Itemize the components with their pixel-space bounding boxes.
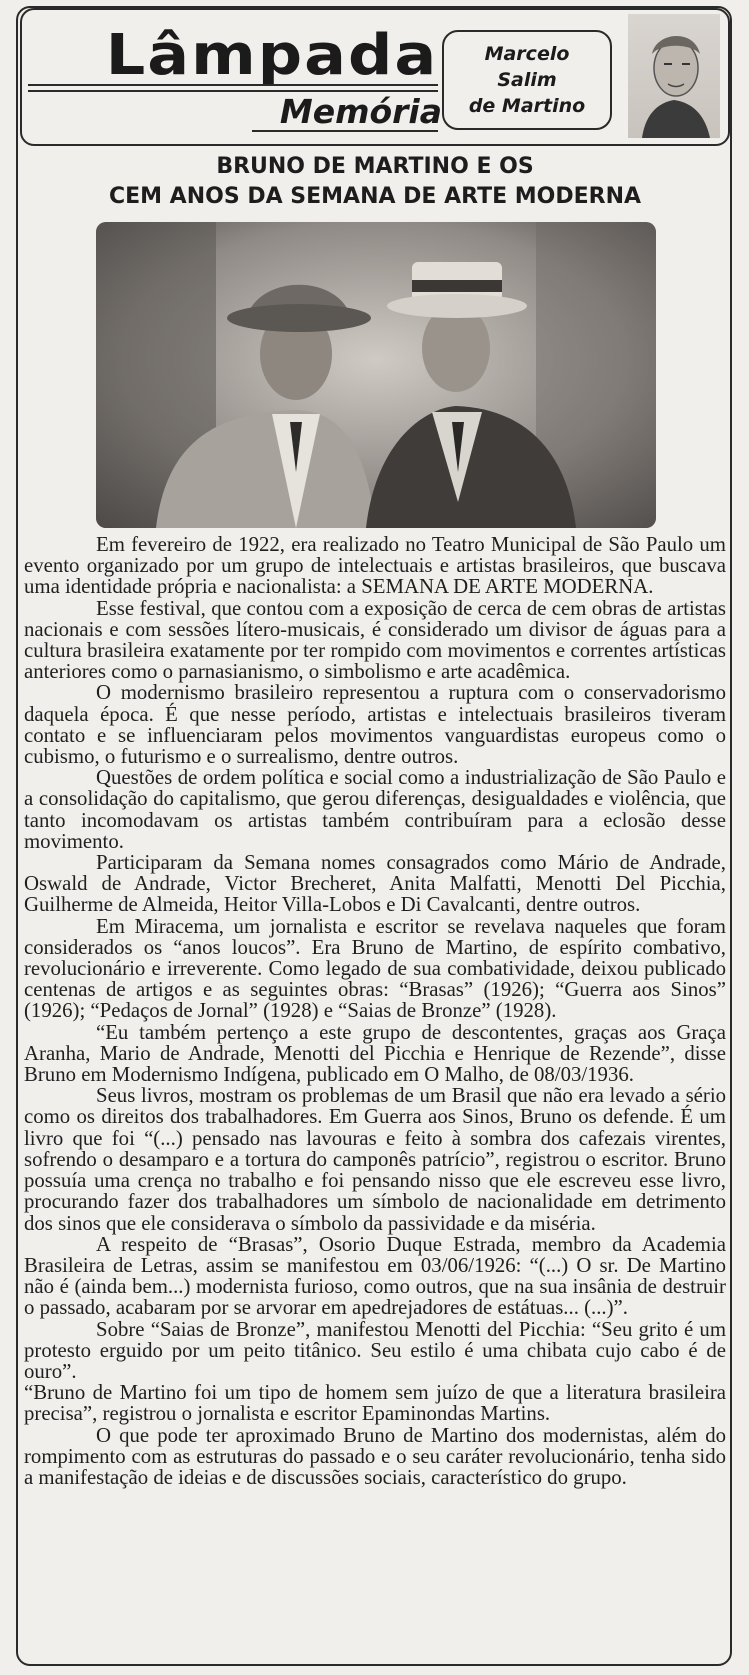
paragraph: Esse festival, que contou com a exposição de cerca de cem obras de artistas nacionais e com sessões lítero-musicais, é considerado um divisor de águas para a cultura brasileira exatamente por ter rompido com movimentos e correntes artísticas anteriores como o parnasianismo, o simbolismo e arte acadêmica. — [24, 596, 726, 684]
article-headline — [30, 152, 720, 212]
author-portrait — [628, 14, 720, 138]
paragraph: “Bruno de Martino foi um tipo de homem sem juízo de que a literatura brasileira precisa”, registrou o jornalista e escritor Epaminondas Martins. — [24, 1381, 726, 1426]
headline-line-second: CEM ANOS DA SEMANA DE ARTE MODERNA — [108, 184, 642, 209]
author-byline — [442, 30, 612, 130]
paragraph: Seus livros, mostram os problemas de um Brasil que não era levado a sério como os direitos dos trabalhadores. Em Guerra aos Sinos, Bruno os defende. É um livro que foi “(...) pensado nas lavouras e feito à sombra dos cafezais virentes, sofrendo o desamparo e a tortura do camponês patrício”, registrou o escritor. Bruno possuía uma crença no trabalho e foi pensando nisso que ele escreveu esse livro, procurando fazer dos trabalhadores um símbolo de nacionalidade em detrimento dos sinos que ele considerava o símbolo da passividade e da miséria. — [24, 1084, 726, 1235]
paragraph: Participaram da Semana nomes consagrados como Mário de Andrade, Oswald de Andrade, Victor Brecheret, Anita Malfatti, Menotti Del Picchia, Guilherme de Almeida, Heitor Villa-Lobos e Di Cavalcanti, dentre outros. — [24, 851, 726, 917]
paragraph: “Eu também pertenço a este grupo de descontentes, graças aos Graça Aranha, Mario de Andrade, Menotti del Picchia e Henrique de Rezende”, disse Bruno em Modernismo Indígena, publicado em O Malho, de 08/03/1936. — [24, 1020, 726, 1087]
article-body — [24, 534, 726, 1658]
column-header — [20, 8, 730, 146]
paragraph: Em Miracema, um jornalista e escritor se revelava naqueles que foram considerados os “anos loucos”. Era Bruno de Martino, de espírito combativo, revolucionário e irreverente. Como legado de sua combatividade, deixou publicado centenas de artigos e as seguintes obras: “Brasas” (1926); “Guerra aos Sinos” (1926); “Pedaços de Jornal” (1928) e “Saias de Bronze” (1928). — [24, 914, 726, 1023]
column-logo: Lâmpada — [105, 21, 439, 88]
paragraph: Sobre “Saias de Bronze”, manifestou Menotti del Picchia: “Seu grito é um protesto erguido por um peito titânico. Seu estilo é uma chibata cujo cabo é de ouro”. — [24, 1317, 726, 1383]
header-rule-bottom — [252, 130, 438, 132]
section-name: Memória — [279, 92, 442, 131]
paragraph: O modernismo brasileiro representou a ruptura com o conservadorismo daquela época. É que nesse período, artistas e intelectuais brasileiros tiveram contato e se influenciaram pelos movimentos vanguardistas europeus como o cubismo, o futurismo e o surrealismo, dentre outros. — [24, 681, 726, 769]
paragraph: A respeito de “Brasas”, Osorio Duque Estrada, membro da Academia Brasileira de Letras, assim se manifestou em 03/06/1926: “(...) O sr. De Martino não é (ainda bem...) modernista furioso, como outros, que na sua insânia de destruir o passado, acabaram por se arvorar em apedrejadores de estátuas... (...)”. — [24, 1232, 726, 1320]
author-line-middle: Salim — [497, 69, 557, 91]
historical-photo — [96, 222, 656, 528]
paragraph: Em fevereiro de 1922, era realizado no Teatro Municipal de São Paulo um evento organizado por um grupo de intelectuais e artistas brasileiros, que buscava uma identidade própria e nacionalista: a SEMANA DE ARTE MODERNA. — [24, 533, 726, 599]
paragraph: Questões de ordem política e social como a industrialização de São Paulo e a consolidação do capitalismo, que gerou diferenças, desigualdades e violência, que tanto incomodavam os artistas também contribuíram para a eclosão desse movimento. — [24, 766, 726, 853]
author-line-last: de Martino — [468, 95, 586, 117]
headline-line-first: BRUNO DE MARTINO E OS — [216, 154, 534, 179]
header-rule-top — [28, 84, 438, 86]
author-line-first: Marcelo — [484, 43, 570, 65]
paragraph: O que pode ter aproximado Bruno de Martino dos modernistas, além do rompimento com as estruturas do passado e o seu caráter revolucionário, tenha sido a manifestação de ideias e de discussões sociais, característico do grupo. — [24, 1423, 726, 1489]
